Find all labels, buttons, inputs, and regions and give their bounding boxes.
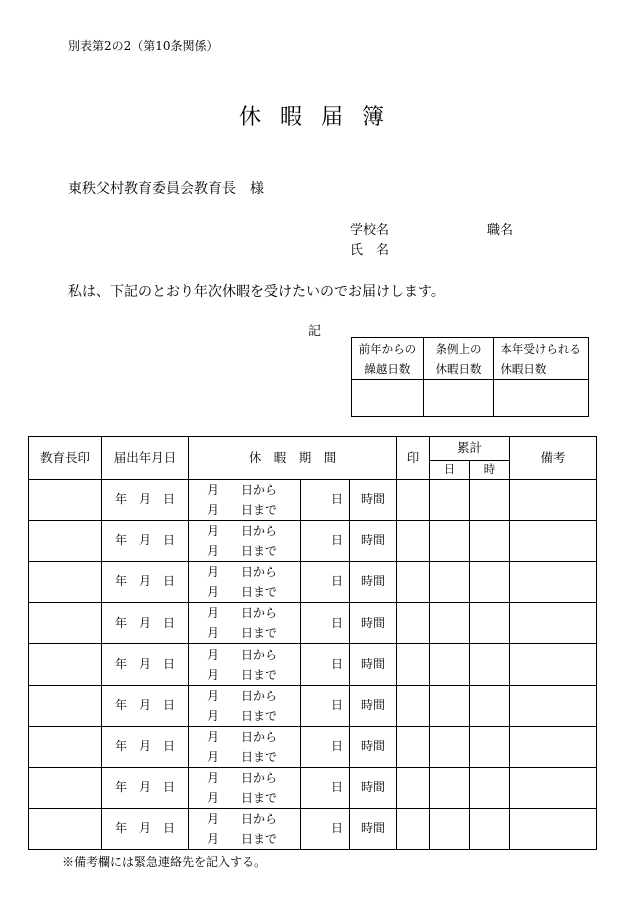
to-month-label: 月 xyxy=(207,667,220,682)
chief-seal-cell[interactable] xyxy=(29,644,102,685)
to-month-label: 月 xyxy=(207,503,220,518)
carryover-days-header-line2: 繰越日数 xyxy=(364,361,411,376)
cumulative-day-cell[interactable] xyxy=(430,562,470,603)
seal-cell[interactable] xyxy=(397,685,430,726)
period-to xyxy=(207,623,300,643)
from-day-label: 日から xyxy=(241,811,278,826)
period-days-cell[interactable]: 日 xyxy=(301,480,350,521)
to-day-label: 日まで xyxy=(241,503,278,518)
period-from xyxy=(207,645,300,665)
cumulative-hour-cell[interactable] xyxy=(470,726,510,767)
to-month-label: 月 xyxy=(207,544,220,559)
period-to xyxy=(207,500,300,520)
period-from xyxy=(207,562,300,582)
remarks-cell[interactable] xyxy=(510,767,597,808)
carryover-days-header-line1: 前年からの xyxy=(358,341,417,356)
from-month-label: 月 xyxy=(207,729,220,744)
to-day-label: 日まで xyxy=(241,749,278,764)
table-row xyxy=(29,562,597,603)
to-day-label: 日まで xyxy=(241,585,278,600)
filing-date-cell[interactable]: 年 月 日 xyxy=(102,644,189,685)
from-day-label: 日から xyxy=(241,565,278,580)
period-hours-cell[interactable]: 時間 xyxy=(350,685,397,726)
seal-cell[interactable] xyxy=(397,521,430,562)
cumulative-day-cell[interactable] xyxy=(430,767,470,808)
leave-days-table xyxy=(351,337,589,417)
seal-cell[interactable] xyxy=(397,726,430,767)
period-range-cell[interactable] xyxy=(189,726,301,767)
cumulative-hour-cell[interactable] xyxy=(470,685,510,726)
ki-heading: 記 xyxy=(308,324,322,339)
cumulative-day-cell[interactable] xyxy=(430,480,470,521)
seal-cell[interactable] xyxy=(397,808,430,849)
period-hours-cell[interactable]: 時間 xyxy=(350,603,397,644)
cumulative-day-cell[interactable] xyxy=(430,726,470,767)
from-day-label: 日から xyxy=(241,483,278,498)
to-day-label: 日まで xyxy=(241,626,278,641)
to-month-label: 月 xyxy=(207,749,220,764)
to-day-label: 日まで xyxy=(241,708,278,723)
period-from xyxy=(207,603,300,623)
period-days-cell[interactable]: 日 xyxy=(301,521,350,562)
period-from xyxy=(207,768,300,788)
remarks-cell[interactable] xyxy=(510,685,597,726)
cumulative-hour-cell[interactable] xyxy=(470,562,510,603)
to-month-label: 月 xyxy=(207,831,220,846)
remarks-note: ※備考欄には緊急連絡先を記入する。 xyxy=(62,855,267,869)
applicant-name-label: 氏 名 xyxy=(350,243,390,258)
available-days-header xyxy=(494,338,589,380)
period-hours-cell[interactable]: 時間 xyxy=(350,767,397,808)
from-day-label: 日から xyxy=(241,606,278,621)
remarks-cell[interactable] xyxy=(510,562,597,603)
cumulative-day-cell[interactable] xyxy=(430,808,470,849)
period-to xyxy=(207,829,300,849)
filing-date-cell[interactable]: 年 月 日 xyxy=(102,562,189,603)
cumulative-hour-cell[interactable] xyxy=(470,644,510,685)
period-range-cell[interactable] xyxy=(189,685,301,726)
period-days-cell[interactable]: 日 xyxy=(301,603,350,644)
chief-seal-cell[interactable] xyxy=(29,808,102,849)
table-row xyxy=(29,521,597,562)
period-days-cell[interactable]: 日 xyxy=(301,808,350,849)
from-month-label: 月 xyxy=(207,647,220,662)
period-range-cell[interactable] xyxy=(189,644,301,685)
to-month-label: 月 xyxy=(207,790,220,805)
cumulative-hour-cell[interactable] xyxy=(470,808,510,849)
table-row xyxy=(29,685,597,726)
available-days-header-line1: 本年受けられる xyxy=(500,341,581,356)
filing-date-cell[interactable]: 年 月 日 xyxy=(102,767,189,808)
statutory-days-header-line2: 休暇日数 xyxy=(435,361,482,376)
table-row xyxy=(29,644,597,685)
from-month-label: 月 xyxy=(207,811,220,826)
period-to xyxy=(207,706,300,726)
leave-period-header: 休 暇 期 間 xyxy=(189,437,397,480)
period-hours-cell[interactable]: 時間 xyxy=(350,726,397,767)
to-month-label: 月 xyxy=(207,626,220,641)
school-name-label: 学校名 xyxy=(350,223,390,238)
period-days-cell[interactable]: 日 xyxy=(301,644,350,685)
from-month-label: 月 xyxy=(207,483,220,498)
chief-seal-cell[interactable] xyxy=(29,562,102,603)
period-range-cell[interactable] xyxy=(189,480,301,521)
form-number-label: 別表第2の2（第10条関係） xyxy=(68,39,219,53)
period-days-cell[interactable]: 日 xyxy=(301,562,350,603)
period-to xyxy=(207,541,300,561)
to-month-label: 月 xyxy=(207,708,220,723)
leave-record-table xyxy=(28,436,597,850)
from-day-label: 日から xyxy=(241,647,278,662)
cumulative-hour-header: 時 xyxy=(470,461,510,480)
cumulative-day-cell[interactable] xyxy=(430,521,470,562)
table-row xyxy=(29,767,597,808)
from-day-label: 日から xyxy=(241,688,278,703)
filing-date-cell[interactable]: 年 月 日 xyxy=(102,521,189,562)
from-month-label: 月 xyxy=(207,770,220,785)
remarks-cell[interactable] xyxy=(510,808,597,849)
period-to xyxy=(207,582,300,602)
period-to xyxy=(207,788,300,808)
seal-cell[interactable] xyxy=(397,644,430,685)
from-day-label: 日から xyxy=(241,770,278,785)
cumulative-header: 累計 xyxy=(430,437,510,461)
carryover-days-header xyxy=(352,338,424,380)
period-range-cell[interactable] xyxy=(189,767,301,808)
chief-seal-cell[interactable] xyxy=(29,480,102,521)
seal-header: 印 xyxy=(397,437,430,480)
to-day-label: 日まで xyxy=(241,667,278,682)
to-day-label: 日まで xyxy=(241,790,278,805)
chief-seal-cell[interactable] xyxy=(29,767,102,808)
to-day-label: 日まで xyxy=(241,544,278,559)
table-row xyxy=(29,480,597,521)
chief-seal-cell[interactable] xyxy=(29,726,102,767)
remarks-cell[interactable] xyxy=(510,644,597,685)
period-hours-cell[interactable]: 時間 xyxy=(350,808,397,849)
carryover-days-cell[interactable] xyxy=(352,380,424,417)
table-row xyxy=(29,726,597,767)
cumulative-day-cell[interactable] xyxy=(430,603,470,644)
period-range-cell[interactable] xyxy=(189,521,301,562)
period-hours-cell[interactable]: 時間 xyxy=(350,562,397,603)
remarks-header: 備考 xyxy=(510,437,597,480)
remarks-cell[interactable] xyxy=(510,603,597,644)
from-day-label: 日から xyxy=(241,729,278,744)
cumulative-hour-cell[interactable] xyxy=(470,480,510,521)
available-days-cell[interactable] xyxy=(494,380,589,417)
from-month-label: 月 xyxy=(207,606,220,621)
filing-date-cell[interactable]: 年 月 日 xyxy=(102,808,189,849)
period-hours-cell[interactable]: 時間 xyxy=(350,480,397,521)
cumulative-day-header: 日 xyxy=(430,461,470,480)
cumulative-day-cell[interactable] xyxy=(430,685,470,726)
page-title: 休暇届簿 xyxy=(238,105,403,130)
filing-date-cell[interactable]: 年 月 日 xyxy=(102,685,189,726)
period-from xyxy=(207,809,300,829)
from-day-label: 日から xyxy=(241,524,278,539)
filing-date-cell[interactable]: 年 月 日 xyxy=(102,603,189,644)
remarks-cell[interactable] xyxy=(510,521,597,562)
period-range-cell[interactable] xyxy=(189,808,301,849)
available-days-header-line2: 休暇日数 xyxy=(500,361,547,376)
to-day-label: 日まで xyxy=(241,831,278,846)
period-to xyxy=(207,665,300,685)
from-month-label: 月 xyxy=(207,688,220,703)
seal-cell[interactable] xyxy=(397,767,430,808)
statement-text: 私は、下記のとおり年次休暇を受けたいのでお届けします。 xyxy=(68,284,445,300)
from-month-label: 月 xyxy=(207,565,220,580)
position-label: 職名 xyxy=(487,223,514,238)
cumulative-hour-cell[interactable] xyxy=(470,603,510,644)
filing-date-cell[interactable]: 年 月 日 xyxy=(102,726,189,767)
period-days-cell[interactable]: 日 xyxy=(301,685,350,726)
chief-seal-cell[interactable] xyxy=(29,521,102,562)
period-from xyxy=(207,521,300,541)
cumulative-hour-cell[interactable] xyxy=(470,767,510,808)
remarks-cell[interactable] xyxy=(510,726,597,767)
chief-seal-header: 教育長印 xyxy=(29,437,102,480)
from-month-label: 月 xyxy=(207,524,220,539)
period-from xyxy=(207,727,300,747)
period-from xyxy=(207,480,300,500)
cumulative-hour-cell[interactable] xyxy=(470,521,510,562)
statutory-days-header xyxy=(423,338,494,380)
period-range-cell[interactable] xyxy=(189,562,301,603)
period-range-cell[interactable] xyxy=(189,603,301,644)
filing-date-header: 届出年月日 xyxy=(102,437,189,480)
addressee: 東秩父村教育委員会教育長 様 xyxy=(68,181,264,197)
table-row xyxy=(29,808,597,849)
period-hours-cell[interactable]: 時間 xyxy=(350,644,397,685)
filing-date-cell[interactable]: 年 月 日 xyxy=(102,480,189,521)
chief-seal-cell[interactable] xyxy=(29,685,102,726)
seal-cell[interactable] xyxy=(397,480,430,521)
to-month-label: 月 xyxy=(207,585,220,600)
period-days-cell[interactable]: 日 xyxy=(301,726,350,767)
statutory-days-header-line1: 条例上の xyxy=(435,341,482,356)
chief-seal-cell[interactable] xyxy=(29,603,102,644)
period-hours-cell[interactable]: 時間 xyxy=(350,521,397,562)
seal-cell[interactable] xyxy=(397,562,430,603)
period-from xyxy=(207,686,300,706)
period-to xyxy=(207,747,300,767)
statutory-days-cell[interactable] xyxy=(423,380,494,417)
remarks-cell[interactable] xyxy=(510,480,597,521)
table-row xyxy=(29,603,597,644)
seal-cell[interactable] xyxy=(397,603,430,644)
period-days-cell[interactable]: 日 xyxy=(301,767,350,808)
cumulative-day-cell[interactable] xyxy=(430,644,470,685)
